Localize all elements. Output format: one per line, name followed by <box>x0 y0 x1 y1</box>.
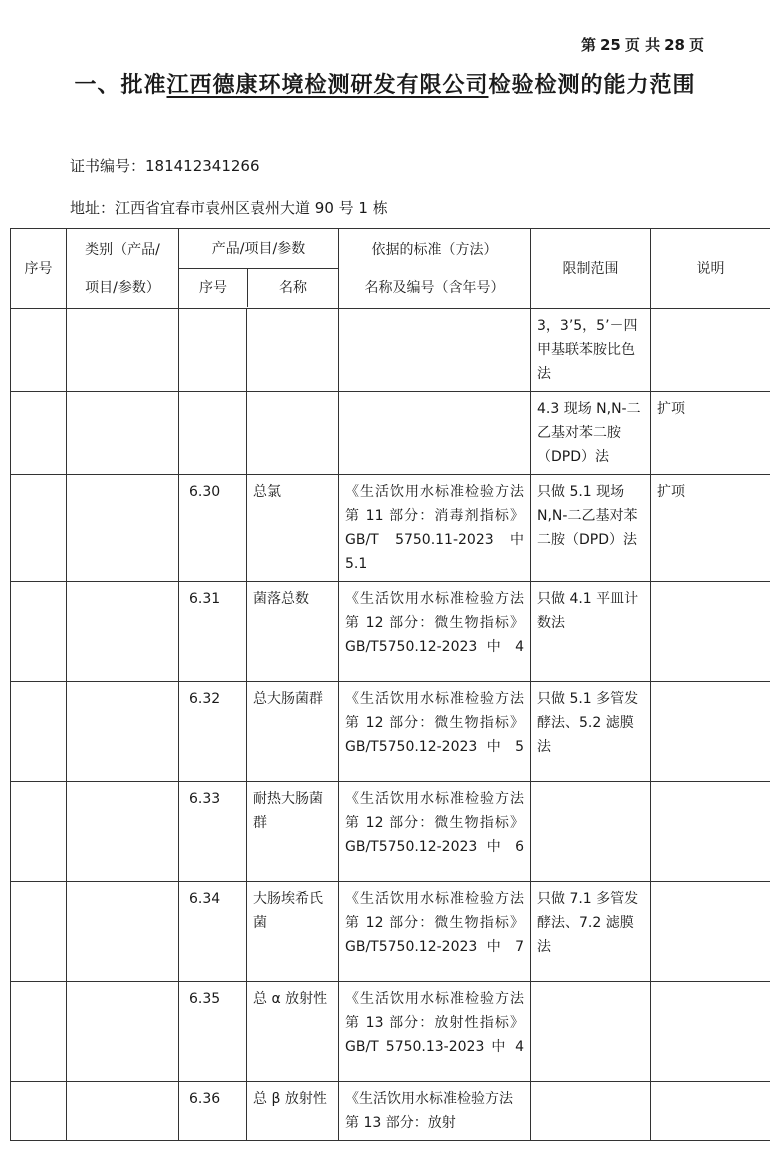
row-note: 扩项 <box>651 475 770 582</box>
header-standard-line1: 依据的标准（方法） <box>371 241 498 258</box>
row-name <box>247 392 339 475</box>
table-row <box>11 1082 770 1141</box>
row-limit: 4.3 现场 N,N-二乙基对苯二胺（DPD）法 <box>531 392 651 475</box>
row-name: 总大肠菌群 <box>247 682 339 782</box>
row-no <box>179 309 247 392</box>
row-standard: 《生活饮用水标准检验方法 第 11 部分：消毒剂指标》GB/T 5750.11-2023 中 5.1 <box>339 475 531 582</box>
title-organization: 江西德康环境检测研发有限公司 <box>166 73 489 98</box>
page-label-prefix: 第 <box>580 36 596 54</box>
row-no: 6.33 <box>179 782 247 882</box>
row-standard <box>339 309 531 392</box>
row-note <box>651 782 770 882</box>
row-name: 耐热大肠菌群 <box>247 782 339 882</box>
header-standard-line2: 名称及编号（含年号） <box>364 279 505 296</box>
row-note <box>651 982 770 1082</box>
row-name: 总 α 放射性 <box>247 982 339 1082</box>
row-note <box>651 309 770 392</box>
row-limit: 只做 7.1 多管发酵法、7.2 滤膜法 <box>531 882 651 982</box>
address: 地址：江西省宜春市袁州区袁州大道 90 号 1 栋 <box>70 199 388 217</box>
row-limit: 只做 5.1 多管发酵法、5.2 滤膜法 <box>531 682 651 782</box>
row-note <box>651 882 770 982</box>
row-name: 菌落总数 <box>247 582 339 682</box>
row-standard: 《生活饮用水标准检验方法 第 13 部分：放射性指标》GB/T 5750.13-2023 中 4 <box>339 982 531 1082</box>
header-category-line1: 类别（产品/ <box>85 241 160 258</box>
header-product-group: 产品/项目/参数 <box>179 230 338 269</box>
row-note: 扩项 <box>651 392 770 475</box>
page-total: 28 <box>664 36 685 54</box>
row-standard: 《生活饮用水标准检验方法 第 12 部分：微生物指标》GB/T5750.12-2023 中 5 <box>339 682 531 782</box>
row-name <box>247 309 339 392</box>
row-limit: 只做 5.1 现场 N,N-二乙基对苯二胺（DPD）法 <box>531 475 651 582</box>
header-limit: 限制范围 <box>531 229 651 309</box>
page-number <box>577 34 704 55</box>
page-current: 25 <box>600 36 621 54</box>
row-note <box>651 582 770 682</box>
certificate-number: 证书编号：181412341266 <box>70 157 260 175</box>
table-row <box>11 309 770 392</box>
title-suffix: 检验检测的能力范围 <box>488 73 696 98</box>
row-standard <box>339 392 531 475</box>
page-label-suffix: 页 <box>688 36 704 54</box>
page-label-mid: 页 共 <box>624 36 661 54</box>
header-seq: 序号 <box>11 229 67 309</box>
header-standard <box>339 229 531 309</box>
table-row <box>11 682 770 782</box>
row-name: 大肠埃希氏菌 <box>247 882 339 982</box>
table-row <box>11 582 770 682</box>
table-row <box>11 982 770 1082</box>
row-limit <box>531 1082 651 1141</box>
table-row <box>11 782 770 882</box>
row-name: 总氯 <box>247 475 339 582</box>
row-note <box>651 1082 770 1141</box>
header-product <box>179 229 339 309</box>
table-row <box>11 392 770 475</box>
row-no: 6.34 <box>179 882 247 982</box>
title-prefix: 一、批准 <box>74 73 167 98</box>
row-standard: 《生活饮用水标准检验方法 第 12 部分：微生物指标》GB/T5750.12-2023 中 4 <box>339 582 531 682</box>
row-standard: 《生活饮用水标准检验方法 第 12 部分：微生物指标》GB/T5750.12-2023 中 7 <box>339 882 531 982</box>
row-name: 总 β 放射性 <box>247 1082 339 1141</box>
row-standard: 《生活饮用水标准检验方法 第 12 部分：微生物指标》GB/T5750.12-2023 中 6 <box>339 782 531 882</box>
row-no: 6.30 <box>179 475 247 582</box>
header-category <box>67 229 179 309</box>
row-limit: 3，3’5，5’－四甲基联苯胺比色法 <box>531 309 651 392</box>
row-no: 6.32 <box>179 682 247 782</box>
row-standard: 《生活饮用水标准检验方法 第 13 部分：放射 <box>339 1082 531 1141</box>
row-no: 6.36 <box>179 1082 247 1141</box>
row-limit <box>531 782 651 882</box>
row-limit <box>531 982 651 1082</box>
row-limit: 只做 4.1 平皿计数法 <box>531 582 651 682</box>
row-no <box>179 392 247 475</box>
capability-table <box>10 228 770 1141</box>
header-category-line2: 项目/参数） <box>85 279 160 296</box>
header-note: 说明 <box>651 229 770 309</box>
page-title <box>0 68 770 99</box>
header-sub-seq: 序号 <box>179 269 248 307</box>
table-row <box>11 475 770 582</box>
row-note <box>651 682 770 782</box>
header-sub-name: 名称 <box>279 280 307 296</box>
table-row <box>11 882 770 982</box>
row-no: 6.35 <box>179 982 247 1082</box>
row-no: 6.31 <box>179 582 247 682</box>
